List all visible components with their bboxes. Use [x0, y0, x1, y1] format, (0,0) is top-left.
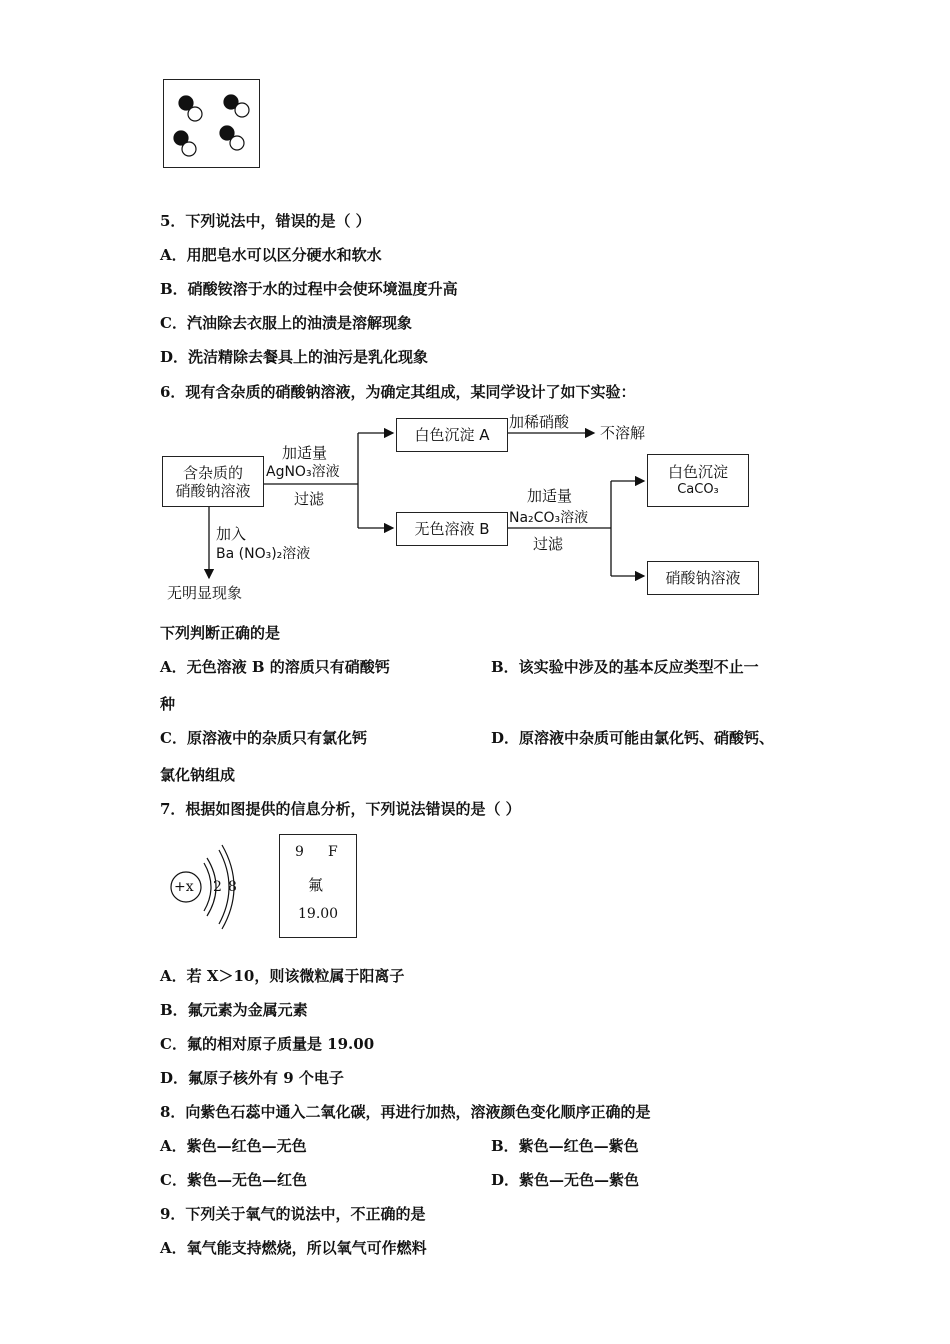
q6-option-d-cont: 氯化钠组成	[160, 766, 236, 784]
down-label2: Ba (NO₃)₂溶液	[216, 546, 311, 562]
q7-option-b: B．氟元素为金属元素	[160, 1001, 308, 1019]
q9-stem: 9．下列关于氧气的说法中，不正确的是	[160, 1205, 426, 1223]
q5-option-a: A．用肥皂水可以区分硬水和软水	[160, 246, 382, 264]
q6-option-b: B．该实验中涉及的基本反应类型不止一	[491, 658, 759, 676]
reagent2-top: 加适量	[527, 487, 573, 505]
q6-option-c: C．原溶液中的杂质只有氯化钙	[160, 729, 367, 747]
flow-final-label: 硝酸钠溶液	[665, 569, 741, 587]
q9-option-a: A．氧气能支持燃烧，所以氧气可作燃料	[160, 1239, 427, 1257]
down-label1: 加入	[216, 525, 247, 543]
q8-option-d: D．紫色—无色—紫色	[491, 1171, 640, 1189]
precip-line2: CaCO₃	[677, 481, 719, 497]
insoluble-label: 不溶解	[600, 424, 646, 442]
acid-label: 加稀硝酸	[509, 413, 570, 431]
element-card	[279, 834, 357, 938]
nucleus-label: +x	[174, 879, 194, 895]
reagent2-bottom: 过滤	[533, 535, 564, 553]
shell1-electrons: 2	[213, 879, 222, 895]
flow-start-box	[162, 456, 264, 507]
q7-option-a: A．若 X＞10，则该微粒属于阳离子	[160, 967, 405, 985]
flow-box-a	[396, 418, 508, 452]
q8-option-b: B．紫色—红色—紫色	[491, 1137, 639, 1155]
shell2-electrons: 8	[228, 879, 237, 895]
flow-final-box	[647, 561, 759, 595]
flow-box-b-label: 无色溶液 B	[414, 520, 490, 538]
q6-option-d: D．原溶液中杂质可能由氯化钙、硝酸钙、	[491, 729, 775, 747]
molecule-figure	[163, 79, 260, 168]
shell-1-arc	[204, 863, 211, 911]
q6-option-b-cont: 种	[160, 695, 176, 713]
reagent1-bottom: 过滤	[294, 490, 325, 508]
flow-start-line2: 硝酸钠溶液	[175, 481, 251, 500]
flow-start-line1: 含杂质的	[182, 463, 243, 482]
q6-option-a: A．无色溶液 B 的溶质只有硝酸钙	[160, 658, 390, 676]
q8-option-a: A．紫色—红色—无色	[160, 1137, 307, 1155]
element-mass: 19.00	[298, 906, 339, 922]
q6-stem: 6．现有含杂质的硝酸钠溶液，为确定其组成，某同学设计了如下实验：	[160, 383, 636, 401]
reagent1-top: 加适量	[282, 444, 328, 462]
no-change-label: 无明显现象	[167, 584, 243, 602]
q5-stem: 5．下列说法中，错误的是（ ）	[160, 212, 371, 230]
q8-stem: 8．向紫色石蕊中通入二氧化碳，再进行加热，溶液颜色变化顺序正确的是	[160, 1103, 651, 1121]
flow-precipitate-box	[647, 454, 749, 507]
element-name: 氟	[308, 876, 324, 894]
element-number: 9	[295, 844, 304, 860]
precip-line1: 白色沉淀	[667, 462, 728, 481]
q5-option-c: C．汽油除去衣服上的油渍是溶解现象	[160, 314, 412, 332]
reagent1-mid: AgNO₃溶液	[266, 464, 340, 480]
q6-follow: 下列判断正确的是	[160, 624, 281, 642]
q5-option-d: D．洗洁精除去餐具上的油污是乳化现象	[160, 348, 429, 366]
flow-box-b	[396, 512, 508, 546]
flow-box-a-label: 白色沉淀 A	[414, 426, 490, 444]
element-symbol: F	[328, 844, 338, 860]
q7-stem: 7．根据如图提供的信息分析，下列说法错误的是（ ）	[160, 800, 521, 818]
q8-option-c: C．紫色—无色—红色	[160, 1171, 307, 1189]
q7-option-d: D．氟原子核外有 9 个电子	[160, 1069, 344, 1087]
q5-option-b: B．硝酸铵溶于水的过程中会使环境温度升高	[160, 280, 458, 298]
reagent2-mid: Na₂CO₃溶液	[509, 510, 589, 526]
q7-option-c: C．氟的相对原子质量是 19.00	[160, 1035, 375, 1053]
